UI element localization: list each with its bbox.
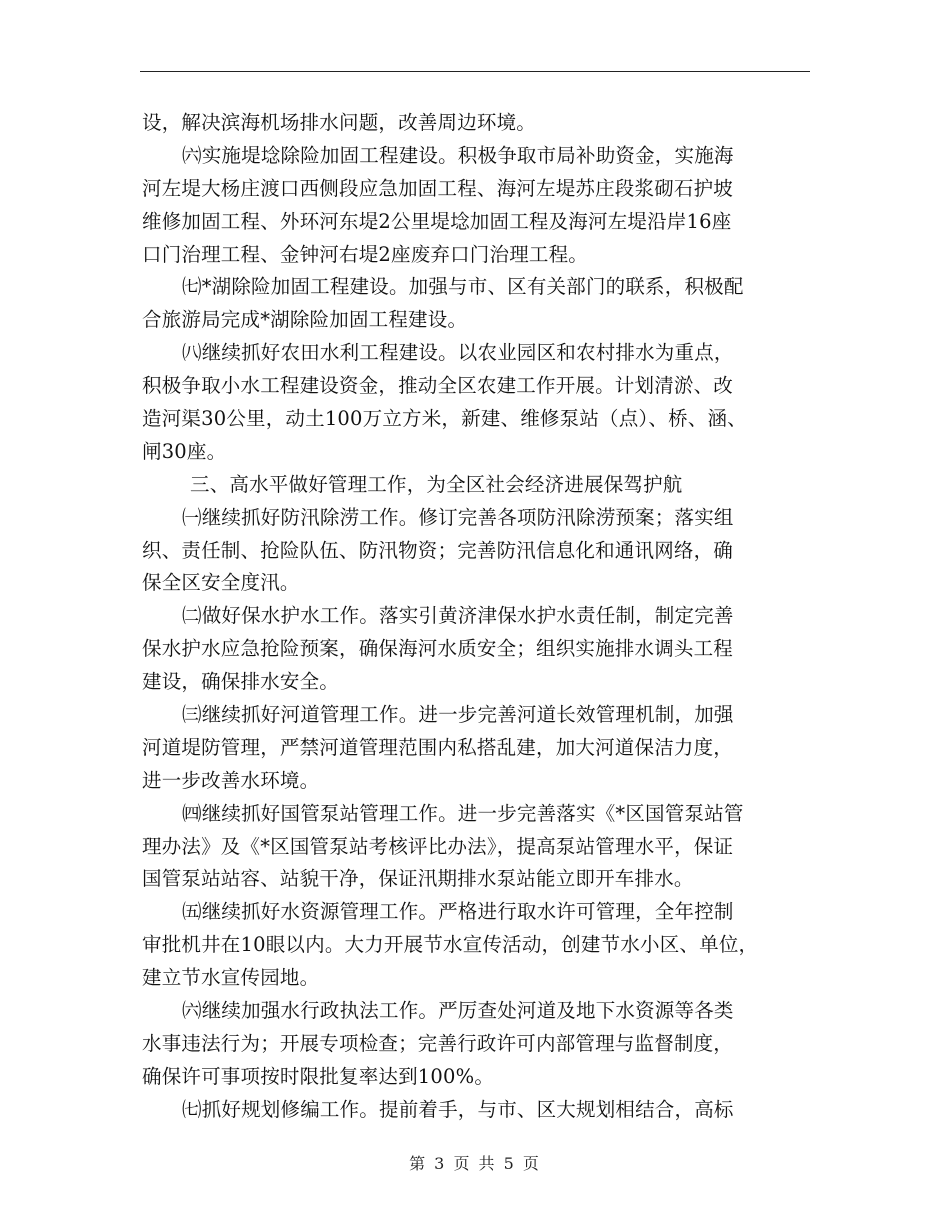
text-line: 维修加固工程、外环河东堤2公里堤埝加固工程及海河左堤沿岸16座 (142, 209, 732, 233)
text-line: ㈡做好保水护水工作。落实引黄济津保水护水责任制，制定完善 (182, 604, 734, 628)
text-line: 积极争取小水工程建设资金，推动全区农建工作开展。计划清淤、改 (142, 374, 734, 398)
text-line: 保水护水应急抢险预案，确保海河水质安全；组织实施排水调头工程 (142, 637, 734, 661)
text-line: ㈦抓好规划修编工作。提前着手，与市、区大规划相结合，高标 (182, 1097, 734, 1121)
body-text (142, 107, 810, 1127)
text-line: 造河渠30公里，动土100万立方米，新建、维修泵站（点）、桥、涵、 (142, 407, 747, 431)
text-line: 织、责任制、抢险队伍、防汛物资；完善防汛信息化和通讯网络，确 (142, 538, 734, 562)
text-line: ㈠继续抓好防汛除涝工作。修订完善各项防汛除涝预案；落实组 (182, 505, 734, 529)
text-line: ㈤继续抓好水资源管理工作。严格进行取水许可管理，全年控制 (182, 900, 734, 924)
text-line: 建设，确保排水安全。 (142, 670, 340, 694)
header-rule (140, 71, 810, 72)
text-line: ㈥继续加强水行政执法工作。严厉查处河道及地下水资源等各类 (182, 999, 734, 1023)
text-line: 国管泵站站容、站貌干净，保证汛期排水泵站能立即开车排水。 (142, 867, 694, 891)
section-heading: 三、高水平做好管理工作，为全区社会经济进展保驾护航 (190, 472, 683, 496)
text-line: ㈣继续抓好国管泵站管理工作。进一步完善落实《*区国管泵站管 (182, 801, 744, 825)
text-line: 口门治理工程、金钟河右堤2座废弃口门治理工程。 (142, 242, 589, 266)
text-line: 河道堤防管理，严禁河道管理范围内私搭乱建，加大河道保洁力度， (142, 735, 734, 759)
text-line: ㈢继续抓好河道管理工作。进一步完善河道长效管理机制，加强 (182, 703, 734, 727)
text-line: 河左堤大杨庄渡口西侧段应急加固工程、海河左堤苏庄段浆砌石护坡 (142, 176, 734, 200)
text-line: 设，解决滨海机场排水问题，改善周边环境。 (142, 111, 537, 134)
text-line: 保全区安全度汛。 (142, 571, 300, 595)
text-line: 理办法》及《*区国管泵站考核评比办法》，提高泵站管理水平，保证 (142, 834, 734, 858)
text-line: ㈧继续抓好农田水利工程建设。以农业园区和农村排水为重点， (182, 341, 734, 365)
text-line: 合旅游局完成*湖除险加固工程建设。 (142, 308, 468, 332)
text-line: 进一步改善水环境。 (142, 768, 320, 792)
text-line: 水事违法行为；开展专项检查；完善行政许可内部管理与监督制度， (142, 1031, 734, 1055)
text-line: ㈦*湖除险加固工程建设。加强与市、区有关部门的联系，积极配 (182, 275, 744, 299)
text-line: 确保许可事项按时限批复率达到100%。 (142, 1064, 495, 1088)
text-line: 审批机井在10眼以内。大力开展节水宣传活动，创建节水小区、单位， (142, 933, 759, 957)
text-line: 闸30座。 (142, 439, 227, 463)
page-number: 第 3 页 共 5 页 (409, 1154, 541, 1173)
text-line: ㈥实施堤埝除险加固工程建设。积极争取市局补助资金，实施海 (182, 143, 734, 167)
text-line: 建立节水宣传园地。 (142, 966, 320, 990)
